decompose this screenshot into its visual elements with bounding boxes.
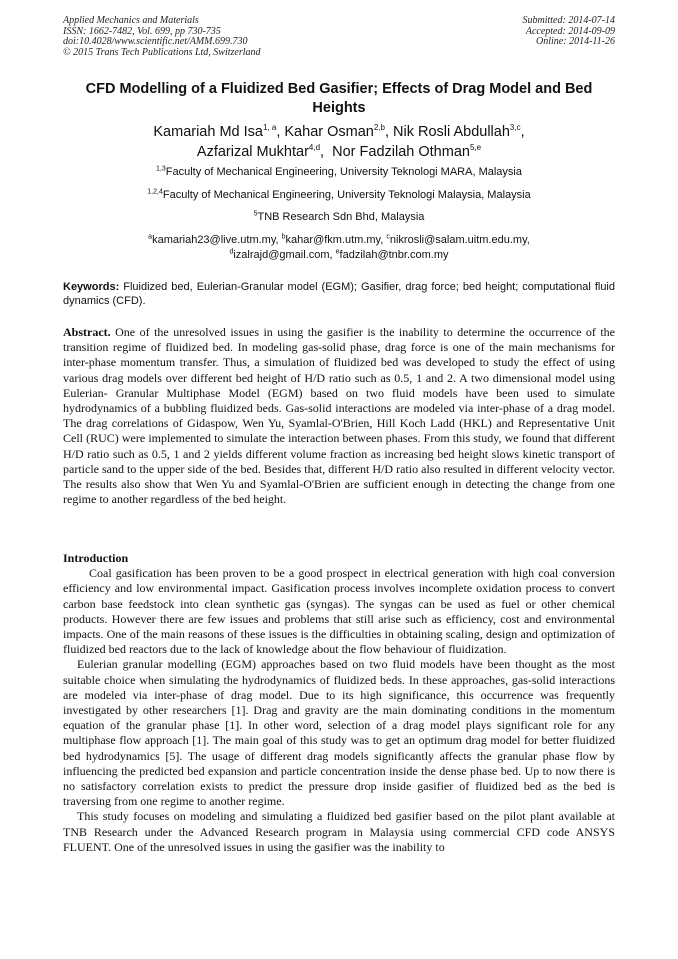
author-name: Nik Rosli Abdullah bbox=[393, 124, 510, 140]
dates-header bbox=[523, 16, 616, 48]
abstract-section bbox=[63, 325, 615, 507]
paper-title: CFD Modelling of a Fluidized Bed Gasifier; Effects of Drag Model and Bed Heights bbox=[85, 81, 593, 116]
author-name: Nor Fadzilah Othman bbox=[332, 143, 470, 160]
keywords-section bbox=[63, 280, 615, 308]
author-name: Kahar Osman bbox=[284, 124, 374, 140]
accepted-date: Accepted: 2014-09-09 bbox=[525, 25, 615, 37]
keywords-text: Fluidized bed, Eulerian-Granular model (EGM); Gasifier, drag force; bed height; computational fluid dynamics (CFD). bbox=[63, 281, 615, 307]
author-sup: 5,e bbox=[469, 142, 482, 152]
author-list: Kamariah Md Isa$^{1, a}$, Kahar Osman$^{2,b}$, Nik Rosli Abdullah$^{3,c}$, Azfarizal Mukhtar$^{4,d}$, Nor Fadzilah Othman$^{5,e}$ bbox=[153, 123, 525, 160]
affiliation-sup: 1,2,4 bbox=[147, 187, 163, 195]
affiliation-text: Faculty of Mechanical Engineering, University Teknologi Malaysia, Malaysia bbox=[162, 188, 531, 201]
affiliation-line bbox=[63, 165, 615, 179]
author-sup: 3,c bbox=[509, 123, 521, 133]
author-name: Kamariah Md Isa bbox=[153, 124, 263, 140]
author-sup: 2,b bbox=[373, 123, 385, 133]
email-list: $^a$kamariah23@live.utm.my, $^b$kahar@fkm.utm.my, $^c$nikrosli@salam.uitm.edu.my, $^d$izalrajd@gmail.com, $^e$fadzilah@tnbr.com.my bbox=[148, 233, 530, 261]
email-c[interactable]: nikrosli@salam.uitm.edu.my, bbox=[389, 233, 530, 246]
introduction-heading: Introduction bbox=[63, 551, 129, 565]
affiliation-line bbox=[63, 188, 615, 202]
online-date: Online: 2014-11-26 bbox=[536, 36, 615, 48]
abstract-text: One of the unresolved issues in using the gasifier is the inability to determine the occurrence of the transition regime of fluidized bed. In modeling gas-solid phase, drag force is one of the main mechanisms for inter-phase momentum transfer. Thus, a simulation of fluidized bed was developed to study the effect of using various drag models over different bed height of H/D ratio such as 0.5, 1 and 2. A two dimensional model using Eulerian- Granular Multiphase Model (EGM) based on two fluid models have been used to simulate hydrodynamics of a bubbling fluidized beds. Gas-solid interactions are modeled via inter-phase of a drag model. The drag correlations of Gidaspow, Wen Yu, Syamlal-O'Brien, Hill Koch Ladd (HKL) and Representative Unit Cell (RUC) were implemented to simulate the interaction between phases. From this study, we found that different H/D ratio such as 0.5, 1 and 2 yields different volume fraction as increasing bed height slows kinetic transport of particle sand to the upper side of the bed. Besides that, different H/D ratio also resulted in different velocity vector. The results also show that Wen Yu and Syamlal-O'Brien are sufficient enough in detecting the change from one regime to another regardless of the bed height. bbox=[63, 325, 616, 507]
affiliation-sup: 5 bbox=[253, 210, 258, 218]
issn-line: ISSN: 1662-7482, Vol. 699, pp 730-735 bbox=[63, 25, 221, 37]
introduction-section bbox=[63, 551, 615, 855]
affiliation-line bbox=[63, 210, 615, 224]
abstract-label: Abstract. bbox=[63, 325, 111, 339]
affiliation-text: TNB Research Sdn Bhd, Malaysia bbox=[257, 211, 425, 224]
journal-name: Applied Mechanics and Materials bbox=[63, 15, 199, 26]
affiliation-sup: 1,3 bbox=[156, 165, 166, 173]
author-sup: 1, a bbox=[262, 123, 277, 133]
email-d[interactable]: izalrajd@gmail.com, bbox=[233, 248, 333, 261]
affiliations bbox=[63, 165, 615, 271]
affiliation-text: Faculty of Mechanical Engineering, University Teknologi MARA, Malaysia bbox=[165, 166, 522, 178]
email-e[interactable]: fadzilah@tnbr.com.my bbox=[339, 248, 449, 261]
submitted-date: Submitted: 2014-07-14 bbox=[522, 15, 615, 26]
keywords-label: Keywords: bbox=[63, 281, 120, 293]
intro-paragraph: Coal gasification has been proven to be a good prospect in electrical generation with high coal conversion efficiency and low environmental impact. Gasification process involves incomplete oxidation process to convert carbon base feedstock into clean synthetic gas (syngas). The syngas can be used as fuel or other chemical products. However there are few issues and problems that still arise such as efficiency, cost and environmental impacts. One of the main reasons of these issues is the difficulties in obtaining scaling, design and optimization of fluidized bed reactors due to the lack of knowledge about the flow behaviour of fluidization. bbox=[63, 566, 615, 657]
copyright-line: © 2015 Trans Tech Publications Ltd, Switzerland bbox=[63, 46, 261, 58]
journal-header bbox=[63, 16, 261, 58]
author-sup: 4,d bbox=[308, 142, 321, 152]
intro-paragraph: This study focuses on modeling and simulating a fluidized bed gasifier based on the pilot plant available at TNB Research under the Advanced Research program in Malaysia using commercial CFD code ANSYS FLUENT. One of the unresolved issues in using the gasifier was the inability to bbox=[63, 809, 615, 854]
email-b[interactable]: kahar@fkm.utm.my, bbox=[285, 233, 384, 246]
author-name: Azfarizal Mukhtar bbox=[196, 143, 309, 160]
email-a[interactable]: kamariah23@live.utm.my, bbox=[152, 233, 279, 246]
intro-paragraph: Eulerian granular modelling (EGM) approaches based on two fluid models have been thought as the most suitable choice when simulating the hydrodynamics of fluidized beds. In these approaches, gas-solid interactions are modeled via inter-phase of drag model. Due to its high significance, this occurrence was frequently investigated by other researchers [1]. Drag and gravity are the main dominating conditions in the momentum equation of the granular phase [1]. In other word, selection of a drag model plays significant role for any multiphase flow approach [1]. The main goal of this study was to get an optimum drag model for better fluidized bed hydrodynamics [5]. The usage of different drag models significantly affects the granular phase flow by influencing the predicted bed expansion and particle concentration inside the dense phase bed. Up to now there is no satisfactory correlation exists to predict the pressure drop inside gasifier of fluidized bed as the bed is traversing from one regime to another regime. bbox=[63, 657, 615, 809]
doi-line: doi:10.4028/www.scientific.net/AMM.699.730 bbox=[63, 36, 248, 48]
